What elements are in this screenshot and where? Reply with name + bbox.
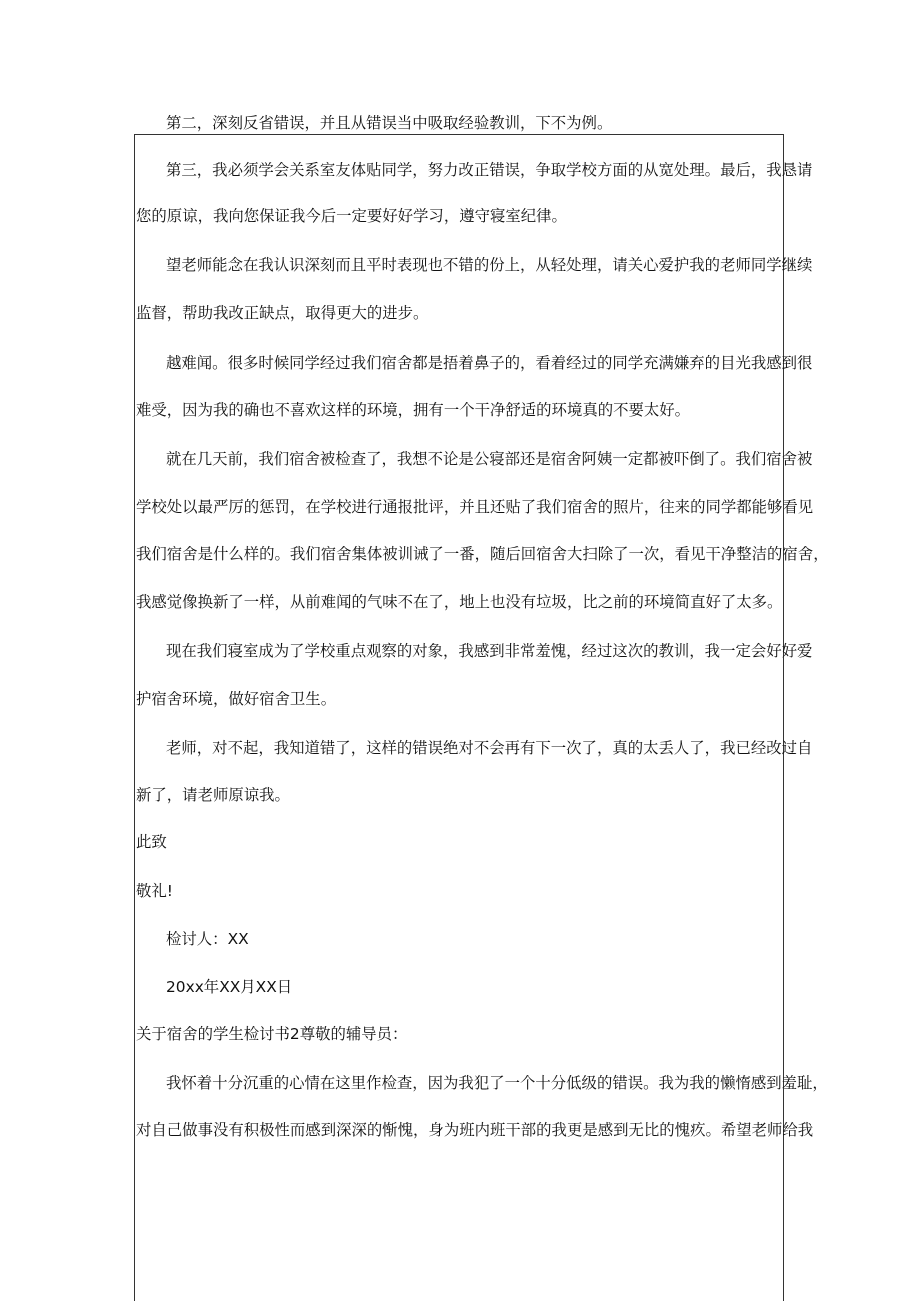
paragraph-line: 您的原谅，我向您保证我今后一定要好好学习，遵守寝室纪律。 [136,207,567,225]
paragraph-line: 我们宿舍是什么样的。我们宿舍集体被训诫了一番，随后回宿舍大扫除了一次，看见干净整洁的宿舍， [136,545,829,563]
paragraph-line: 监督，帮助我改正缺点，取得更大的进步。 [136,304,429,322]
paragraph-line: 老师，对不起，我知道错了，这样的错误绝对不会再有下一次了，真的太丢人了，我已经改过自 [166,739,813,757]
paragraph-line: 难受，因为我的确也不喜欢这样的环境，拥有一个干净舒适的环境真的不要太好。 [136,401,691,419]
paragraph-line: 越难闻。很多时候同学经过我们宿舍都是捂着鼻子的，看着经过的同学充满嫌弃的目光我感到很 [166,354,813,372]
closing-line: 敬礼! [136,882,173,900]
paragraph-line: 护宿舍环境，做好宿舍卫生。 [136,690,337,708]
paragraph-line: 学校处以最严厉的惩罚，在学校进行通报批评，并且还贴了我们宿舍的照片，往来的同学都能够看见 [136,498,814,516]
paragraph-line: 我感觉像换新了一样，从前难闻的气味不在了，地上也没有垃圾，比之前的环境简直好了太多。 [136,593,783,611]
paragraph-line: 第三，我必须学会关系室友体贴同学，努力改正错误，争取学校方面的从宽处理。最后，我恳请 [166,161,813,179]
paragraph-line: 第二，深刻反省错误，并且从错误当中吸取经验教训，下不为例。 [166,114,613,132]
paragraph-line: 望老师能念在我认识深刻而且平时表现也不错的份上，从轻处理，请关心爱护我的老师同学继续 [166,256,813,274]
paragraph-line: 现在我们寝室成为了学校重点观察的对象，我感到非常羞愧，经过这次的教训，我一定会好好爱 [166,642,813,660]
section-heading: 关于宿舍的学生检讨书2尊敬的辅导员： [136,1025,408,1043]
paragraph-line: 对自己做事没有积极性而感到深深的惭愧，身为班内班干部的我更是感到无比的愧疚。希望老师给我 [136,1121,814,1139]
paragraph-line: 我怀着十分沉重的心情在这里作检查，因为我犯了一个十分低级的错误。我为我的懒惰感到羞耻， [166,1074,828,1092]
signature-line: 检讨人：XX [166,930,249,948]
paragraph-line: 就在几天前，我们宿舍被检查了，我想不论是公寝部还是宿舍阿姨一定都被吓倒了。我们宿舍被 [166,450,813,468]
paragraph-line: 新了，请老师原谅我。 [136,786,290,804]
date-line: 20xx年XX月XX日 [166,978,293,996]
closing-line: 此致 [136,833,167,851]
